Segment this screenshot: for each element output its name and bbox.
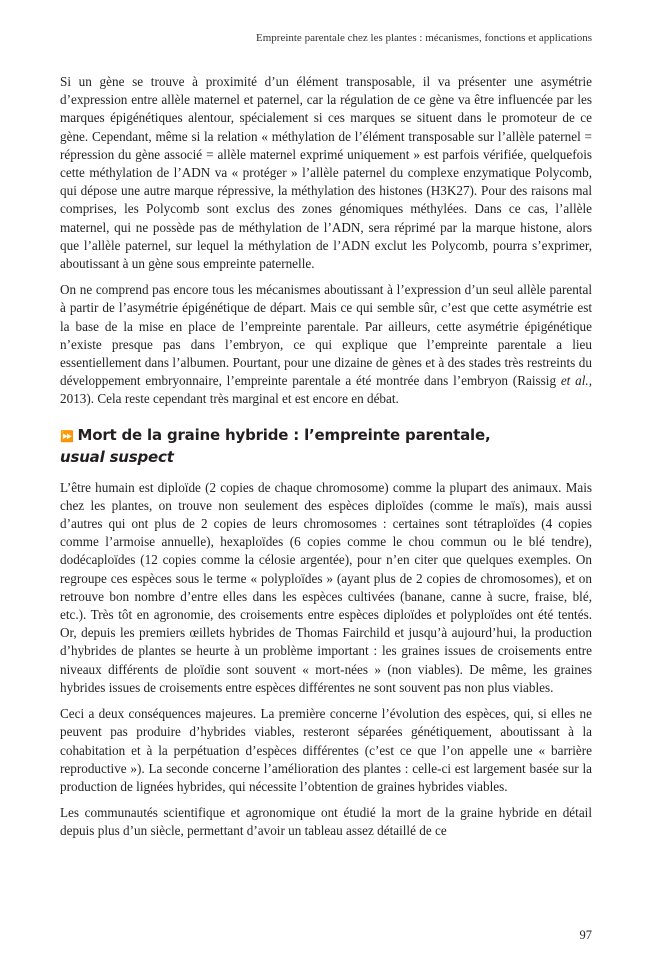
page-number: 97 (579, 928, 592, 942)
paragraph-2-end: , 2013). Cela reste cependant très marginal et est encore en débat. (60, 373, 592, 407)
running-header: Empreinte parentale chez les plantes : mécanismes, fonctions et applications (256, 32, 592, 44)
paragraph-5: Les communautés scientifique et agronomique ont étudié la mort de la graine hybride en détail depuis plus d’un siècle, permettant d’avoir un tableau assez détaillé de ce (60, 805, 592, 839)
paragraph-4: Ceci a deux conséquences majeures. La première concerne l’évolution des espèces, qui, si elles ne peuvent pas produire d’hybrides viables, resteront séparées génétiquement, aboutissant à la cohabitation et à la perpétuation d’espèces différentes (c’est ce que l’on appelle une « barrière reproductive »). La seconde concerne l’amélioration des plantes : celle-ci est largement basée sur la production de lignées hybrides, qui nécessite l’obtention de graines hybrides viables. (60, 706, 592, 794)
page-body (60, 73, 592, 849)
paragraph-3: L’être humain est diploïde (2 copies de chaque chromosome) comme la plupart des animaux. Mais chez les plantes, on trouve non seulement des espèces diploïdes (comme le maïs), mais aussi d’autres qui ont plus de 2 copies de leurs chromosomes : certaines sont tétraploïdes (4 copies comme l’armoise annuelle), hexaploïdes (6 copies comme le chou commun ou le blé tendre), dodécaploïdes (12 copies comme la célosie argentée), pour n’en citer que quelques exemples. On regroupe ces espèces sous le terme « polyploïdes » (ayant plus de 2 copies de chromosomes), et on retrouve bon nombre d’entre elles dans les espèces cultivées (banane, canne à sucre, fraise, blé, etc.). Très tôt en agronomie, des croisements entre espèces diploïdes et polyploïdes ont été tentés. Or, depuis les premiers œillets hybrides de Thomas Fairchild et jusqu’à aujourd’hui, la production d’hybrides de plantes se heurte à un problème important : les graines issues de croisements entre niveaux différents de ploïdie sont souvent « mort-nées » (non viables). De même, les graines hybrides issues de croisements entre espèces différentes ne sont souvent pas non plus viables. (60, 479, 592, 695)
paragraph-2 (60, 281, 592, 408)
paragraph-1: Si un gène se trouve à proximité d’un élément transposable, il va présenter une asymétrie d’expression entre allèle maternel et paternel, car la régulation de ce gène va être influencée par les marques épigénétiques alentour, spécialement si ces marques se situent dans le promoteur de ce gène. Cependant, même si la relation « méthylation de l’élément transposable sur l’allèle paternel = répression du gène associé = allèle maternel exprimé uniquement » est parfois vérifiée, quelquefois cette méthylation de l’ADN va « protéger » l’allèle paternel du complexe enzymatique Polycomb, qui dépose une autre marque répressive, la méthylation des histones (H3K27). Pour des raisons mal comprises, les Polycomb sont exclus des zones génomiques méthylées. Dans ce cas, l’allèle maternel, qui ne possède pas de méthylation de l’ADN, sera réprimé par la marque histone, alors que l’allèle paternel, sur lequel la méthylation de l’ADN exclut les Polycomb, pourra s’exprimer, aboutissant à un gène sous empreinte paternelle. (60, 74, 592, 272)
paragraph-2-text: On ne comprend pas encore tous les mécanismes aboutissant à l’expression d’un seul allèle parental à partir de l’asymétrie épigénétique de départ. Mais ce qui semble sûr, c’est que cette asymétrie est la base de la mise en place de l’empreinte parentale. Par ailleurs, cette asymétrie épigénétique n’existe presque pas dans l’embryon, ce qui explique que l’empreinte parentale a lieu essentiellement dans l’albumen. Pourtant, pour une dizaine de gènes et à des stades très restreints du développement embryonnaire, l’empreinte parentale a été montrée dans l’embryon (Raissig (60, 282, 592, 389)
double-arrow-icon: ⏩ (60, 429, 74, 443)
section-heading (60, 425, 592, 467)
citation-et-al: et al. (560, 373, 589, 389)
section-heading-line2: usual suspect (60, 447, 174, 466)
section-heading-line1: Mort de la graine hybride : l’empreinte parentale, (77, 425, 491, 444)
